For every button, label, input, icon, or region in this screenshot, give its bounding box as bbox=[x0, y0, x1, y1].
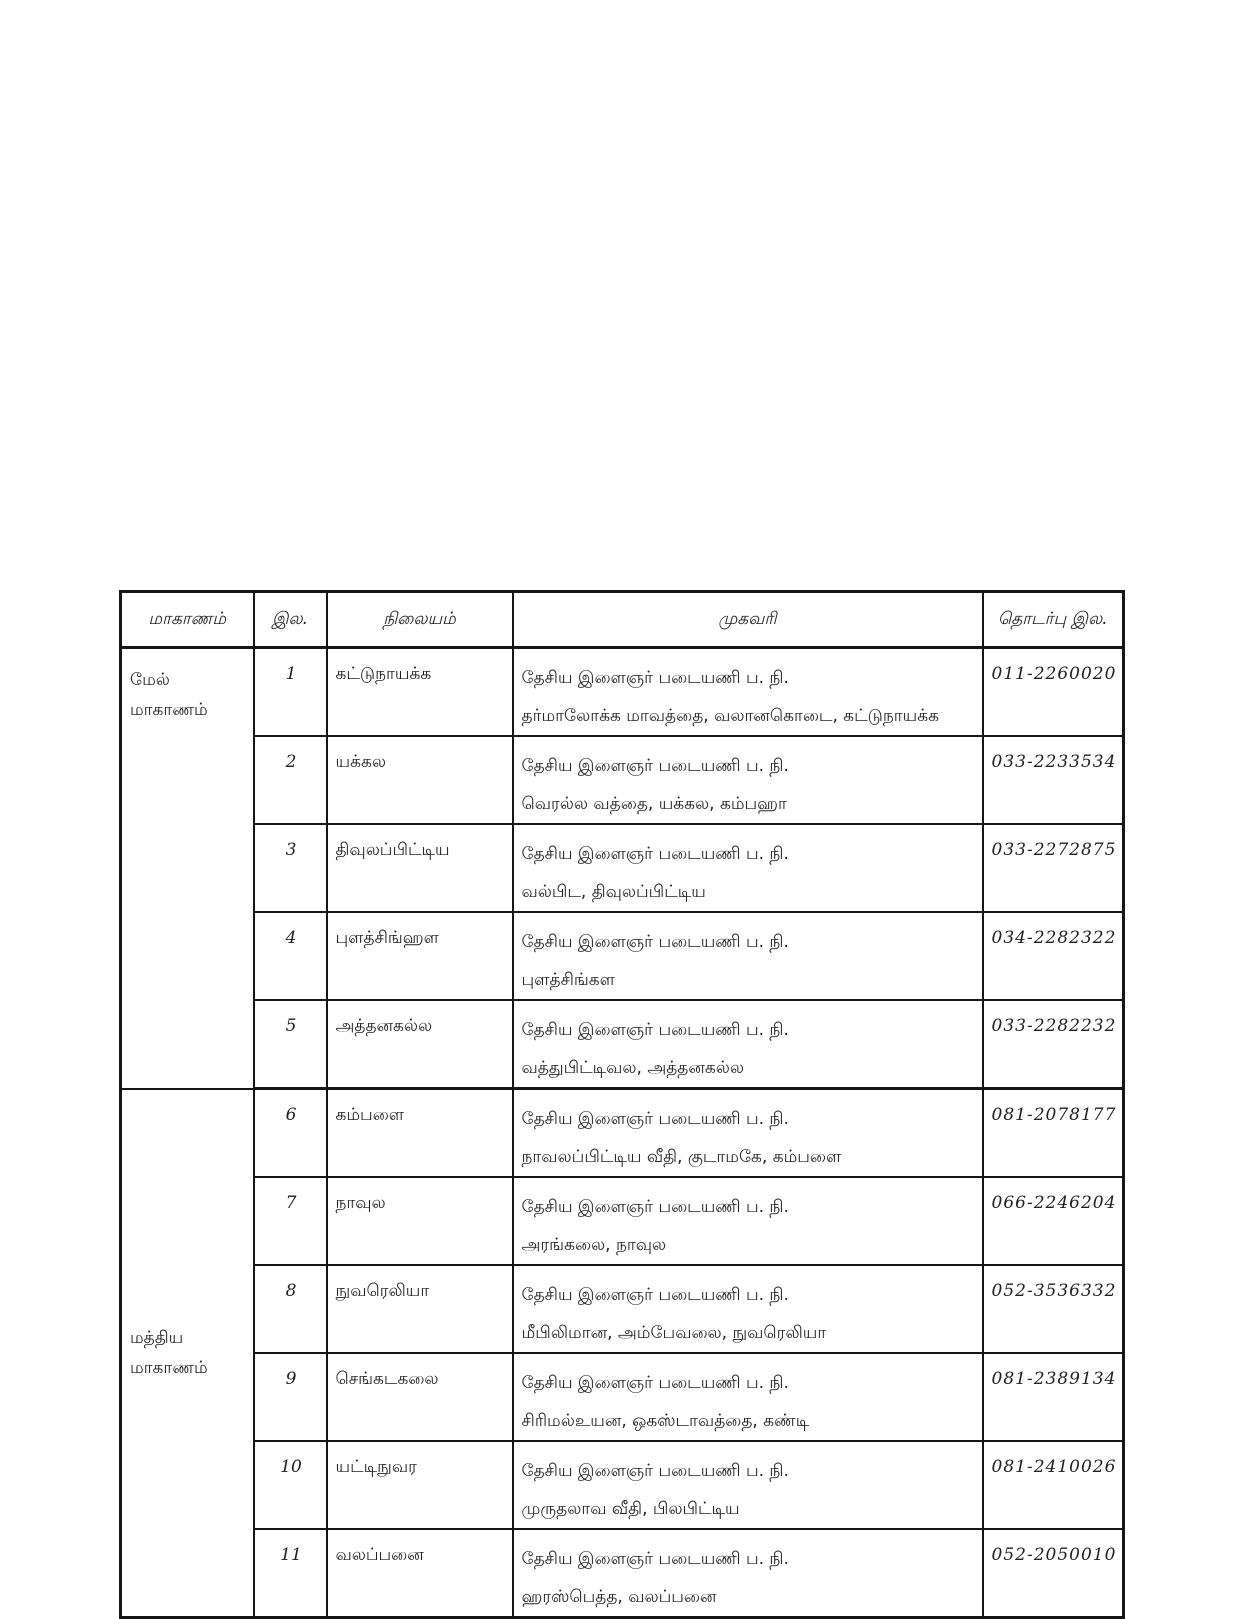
table-row bbox=[121, 824, 1124, 912]
cell-row-number: 9 bbox=[254, 1353, 327, 1441]
cell-address bbox=[513, 736, 983, 824]
cell-address bbox=[513, 824, 983, 912]
table-row bbox=[121, 1353, 1124, 1441]
column-header-address: முகவரி bbox=[513, 592, 983, 648]
cell-station-name: கம்பளை bbox=[327, 1089, 513, 1178]
table-row bbox=[121, 648, 1124, 737]
cell-row-number: 11 bbox=[254, 1529, 327, 1618]
table-row bbox=[121, 1265, 1124, 1353]
address-line: புளத்சிங்கள bbox=[521, 970, 615, 990]
address-line: வெரல்ல வத்தை, யக்கல, கம்பஹா bbox=[521, 794, 787, 814]
address-line: தேசிய இளைஞர் படையணி ப. நி. bbox=[521, 1461, 789, 1481]
address-line: தேசிய இளைஞர் படையணி ப. நி. bbox=[521, 932, 789, 952]
cell-row-number: 1 bbox=[254, 648, 327, 737]
cell-station-name: யக்கல bbox=[327, 736, 513, 824]
cell-phone-number: 011-2260020 bbox=[983, 648, 1124, 737]
cell-address bbox=[513, 1265, 983, 1353]
table-header-row bbox=[121, 592, 1124, 648]
column-header-station: நிலையம் bbox=[327, 592, 513, 648]
address-line: தேசிய இளைஞர் படையணி ப. நி. bbox=[521, 844, 789, 864]
cell-address bbox=[513, 912, 983, 1000]
cell-phone-number: 033-2282232 bbox=[983, 1000, 1124, 1089]
province-label-line: மாகாணம் bbox=[130, 1357, 208, 1378]
cell-address bbox=[513, 1529, 983, 1618]
address-line: முருதலாவ வீதி, பிலபிட்டிய bbox=[521, 1499, 740, 1519]
column-header-province: மாகாணம் bbox=[121, 592, 254, 648]
column-header-number: இல. bbox=[254, 592, 327, 648]
address-line: வல்பிட, திவுலப்பிட்டிய bbox=[521, 882, 706, 902]
table-row bbox=[121, 736, 1124, 824]
table-row bbox=[121, 1089, 1124, 1178]
address-line: தேசிய இளைஞர் படையணி ப. நி. bbox=[521, 1020, 789, 1040]
cell-address bbox=[513, 1000, 983, 1089]
cell-station-name: திவுலப்பிட்டிய bbox=[327, 824, 513, 912]
cell-row-number: 7 bbox=[254, 1177, 327, 1265]
cell-row-number: 6 bbox=[254, 1089, 327, 1178]
cell-station-name: புளத்சிங்ஹள bbox=[327, 912, 513, 1000]
cell-phone-number: 081-2389134 bbox=[983, 1353, 1124, 1441]
column-header-phone: தொடர்பு இல. bbox=[983, 592, 1124, 648]
cell-phone-number: 033-2233534 bbox=[983, 736, 1124, 824]
cell-phone-number: 052-3536332 bbox=[983, 1265, 1124, 1353]
cell-address bbox=[513, 1177, 983, 1265]
address-line: தேசிய இளைஞர் படையணி ப. நி. bbox=[521, 1197, 789, 1217]
cell-station-name: வலப்பனை bbox=[327, 1529, 513, 1618]
cell-row-number: 2 bbox=[254, 736, 327, 824]
cell-phone-number: 034-2282322 bbox=[983, 912, 1124, 1000]
cell-address bbox=[513, 648, 983, 737]
cell-station-name: நுவரெலியா bbox=[327, 1265, 513, 1353]
youth-corps-directory-table bbox=[119, 590, 1125, 1619]
cell-address bbox=[513, 1441, 983, 1529]
cell-row-number: 8 bbox=[254, 1265, 327, 1353]
table-row bbox=[121, 1441, 1124, 1529]
province-label-line: மத்திய bbox=[130, 1327, 184, 1348]
address-line: தேசிய இளைஞர் படையணி ப. நி. bbox=[521, 668, 789, 688]
address-line: ஹரஸ்பெத்த, வலப்பனை bbox=[521, 1587, 717, 1607]
address-line: தர்மாலோக்க மாவத்தை, வலானகொடை, கட்டுநாயக்க bbox=[521, 706, 939, 726]
address-line: நாவலப்பிட்டிய வீதி, குடாமகே, கம்பளை bbox=[521, 1147, 842, 1167]
cell-phone-number: 081-2078177 bbox=[983, 1089, 1124, 1178]
cell-province bbox=[121, 648, 254, 1089]
cell-address bbox=[513, 1353, 983, 1441]
address-line: அரங்கலை, நாவுல bbox=[521, 1235, 667, 1255]
table-row bbox=[121, 1529, 1124, 1618]
cell-phone-number: 081-2410026 bbox=[983, 1441, 1124, 1529]
address-line: தேசிய இளைஞர் படையணி ப. நி. bbox=[521, 1549, 789, 1569]
address-line: தேசிய இளைஞர் படையணி ப. நி. bbox=[521, 1373, 789, 1393]
table-row bbox=[121, 1000, 1124, 1089]
cell-station-name: அத்தனகல்ல bbox=[327, 1000, 513, 1089]
cell-row-number: 4 bbox=[254, 912, 327, 1000]
table-row bbox=[121, 1177, 1124, 1265]
cell-province bbox=[121, 1089, 254, 1618]
address-line: தேசிய இளைஞர் படையணி ப. நி. bbox=[521, 756, 789, 776]
cell-phone-number: 033-2272875 bbox=[983, 824, 1124, 912]
table-row bbox=[121, 912, 1124, 1000]
cell-row-number: 5 bbox=[254, 1000, 327, 1089]
address-line: தேசிய இளைஞர் படையணி ப. நி. bbox=[521, 1285, 789, 1305]
cell-station-name: செங்கடகலை bbox=[327, 1353, 513, 1441]
cell-station-name: யட்டிநுவர bbox=[327, 1441, 513, 1529]
address-line: சிரிமல்உயன, ஒகஸ்டாவத்தை, கண்டி bbox=[521, 1411, 810, 1431]
province-label-line: மேல் bbox=[130, 670, 170, 690]
cell-phone-number: 052-2050010 bbox=[983, 1529, 1124, 1618]
cell-phone-number: 066-2246204 bbox=[983, 1177, 1124, 1265]
address-line: வத்துபிட்டிவல, அத்தனகல்ல bbox=[521, 1058, 744, 1078]
cell-station-name: கட்டுநாயக்க bbox=[327, 648, 513, 737]
address-line: தேசிய இளைஞர் படையணி ப. நி. bbox=[521, 1109, 789, 1129]
cell-row-number: 10 bbox=[254, 1441, 327, 1529]
address-line: மீபிலிமான, அம்பேவலை, நுவரெலியா bbox=[521, 1323, 827, 1343]
cell-address bbox=[513, 1089, 983, 1178]
province-label-line: மாகாணம் bbox=[130, 700, 208, 720]
cell-station-name: நாவுல bbox=[327, 1177, 513, 1265]
cell-row-number: 3 bbox=[254, 824, 327, 912]
